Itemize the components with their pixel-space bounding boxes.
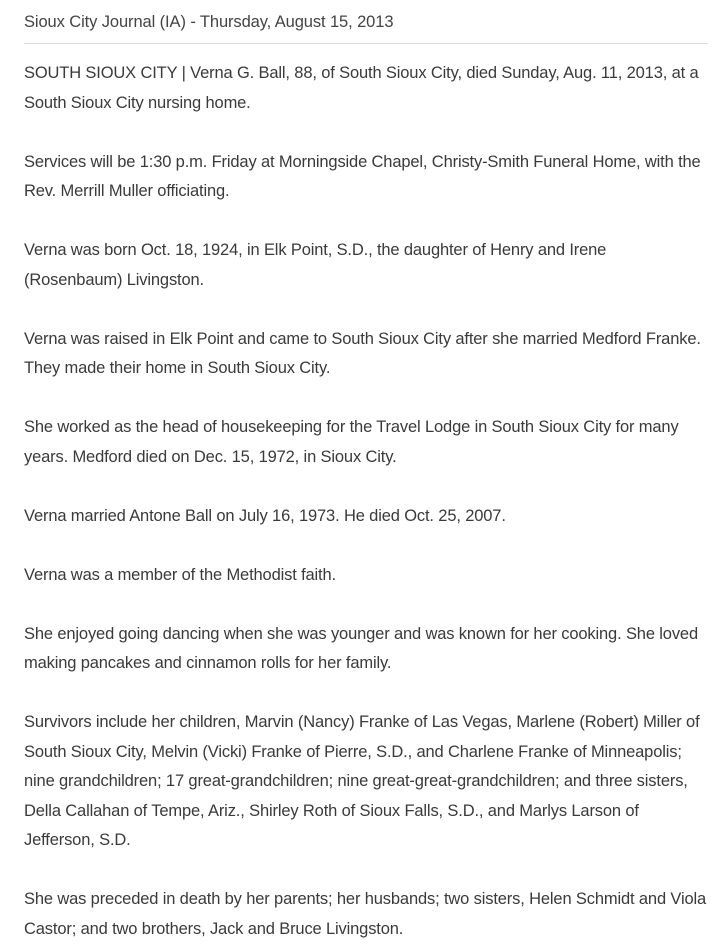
paragraph-9: Survivors include her children, Marvin (Nancy) Franke of Las Vegas, Marlene (Robert) Miller of South Sioux City, Melvin (Vicki) Franke of Pierre, S.D., and Charlene Franke of Minneapolis; nine grandchildren; 17 great-grandchildren; nine great-great-grandchildren; and three sisters, Della Callahan of Tempe, Ariz., Shirley Roth of Sioux Falls, S.D., and Marlys Larson of Jefferson, S.D. bbox=[24, 713, 700, 849]
paragraph-4: Verna was raised in Elk Point and came to South Sioux City after she married Medford Franke. They made their home in South Sioux City. bbox=[24, 329, 701, 377]
obituary-body bbox=[24, 44, 708, 944]
paragraph-5: She worked as the head of housekeeping for the Travel Lodge in South Sioux City for many years. Medford died on Dec. 15, 1972, in Sioux City. bbox=[24, 418, 679, 466]
paragraph-3: Verna was born Oct. 18, 1924, in Elk Point, S.D., the daughter of Henry and Irene (Rosenbaum) Livingston. bbox=[24, 241, 607, 289]
paragraph-6: Verna married Antone Ball on July 16, 1973. He died Oct. 25, 2007. bbox=[24, 506, 506, 525]
paragraph-2: Services will be 1:30 p.m. Friday at Morningside Chapel, Christy-Smith Funeral Home, with the Rev. Merrill Muller officiating. bbox=[24, 152, 701, 200]
source-line: Sioux City Journal (IA) - Thursday, August 15, 2013 bbox=[24, 13, 394, 31]
paragraph-8: She enjoyed going dancing when she was younger and was known for her cooking. She loved making pancakes and cinnamon rolls for her family. bbox=[24, 624, 698, 672]
paragraph-7: Verna was a member of the Methodist faith. bbox=[24, 565, 336, 584]
paragraph-10: She was preceded in death by her parents; her husbands; two sisters, Helen Schmidt and Viola Castor; and two brothers, Jack and Bruce Livingston. bbox=[24, 890, 707, 938]
paragraph-1: SOUTH SIOUX CITY | Verna G. Ball, 88, of South Sioux City, died Sunday, Aug. 11, 2013, at a South Sioux City nursing home. bbox=[24, 64, 699, 112]
